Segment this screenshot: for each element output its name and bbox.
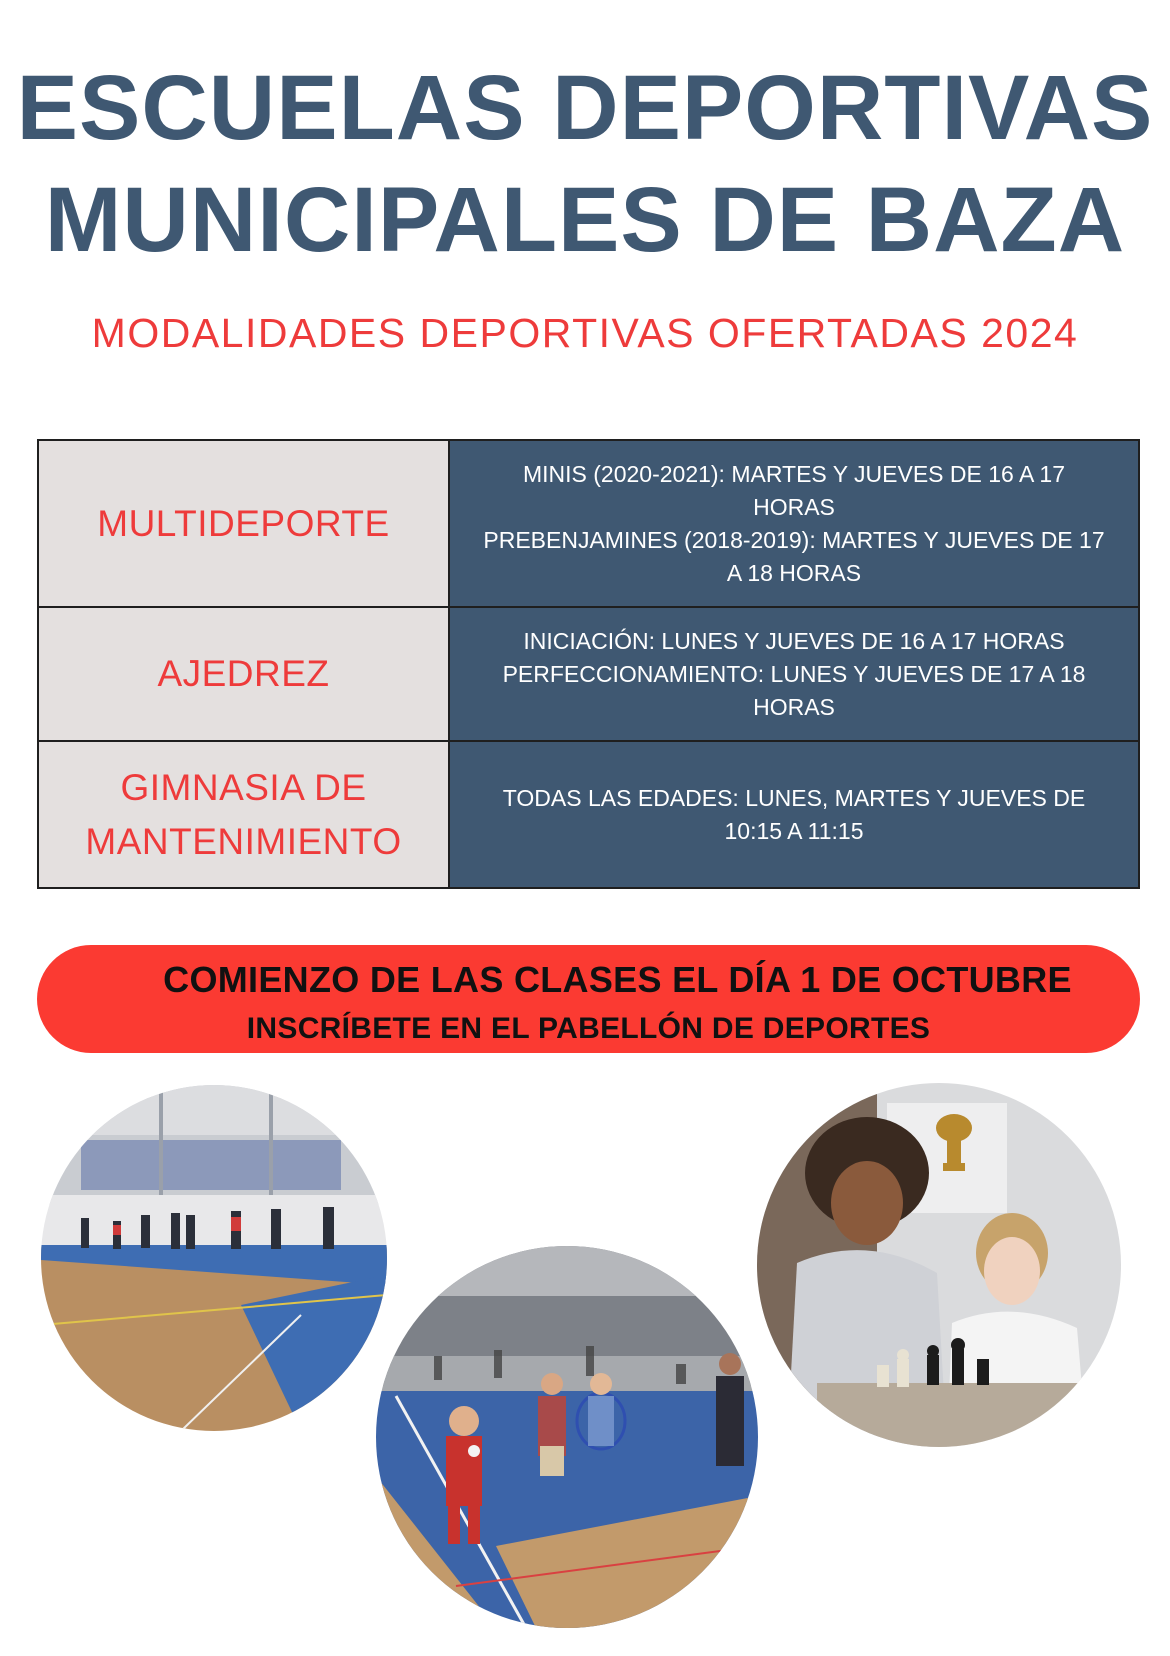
schedule-times-cell [449, 440, 1139, 607]
schedule-line: TODAS LAS EDADES: LUNES, MARTES Y JUEVES DE [502, 784, 1086, 811]
title-line-2: MUNICIPALES DE BAZA [44, 169, 1126, 271]
sport-name: AJEDREZ [157, 653, 330, 694]
title-line-1: ESCUELAS DEPORTIVAS [16, 57, 1154, 159]
schedule-line: A 18 HORAS [726, 559, 862, 586]
banner-registration: INSCRÍBETE EN EL PABELLÓN DE DEPORTES [246, 1012, 931, 1045]
table-row [38, 741, 1139, 888]
sport-name: MANTENIMIENTO [85, 820, 402, 862]
start-date-banner [37, 945, 1140, 1053]
schedule-line: INICIACIÓN: LUNES Y JUEVES DE 16 A 17 HORAS [523, 627, 1065, 654]
schedule-line: PREBENJAMINES (2018-2019): MARTES Y JUEVES DE 17 [483, 526, 1105, 553]
schedule-times-cell [449, 741, 1139, 888]
schedule-line: PERFECCIONAMIENTO: LUNES Y JUEVES DE 17 A 18 [502, 660, 1086, 687]
schedule-line: HORAS [753, 493, 835, 520]
table-row [38, 607, 1139, 741]
schedule-line: MINIS (2020-2021): MARTES Y JUEVES DE 16 A 17 [522, 460, 1066, 487]
kids-multisport-photo [376, 1246, 758, 1628]
schedule-table [37, 439, 1140, 889]
sport-name-cell [38, 440, 449, 607]
banner-start-date: COMIENZO DE LAS CLASES EL DÍA 1 DE OCTUBRE [163, 959, 1072, 1000]
schedule-line: HORAS [753, 693, 835, 720]
sport-name: GIMNASIA DE [120, 766, 367, 808]
sport-name-cell [38, 607, 449, 741]
schedule-times-cell [449, 607, 1139, 741]
page-subtitle: MODALIDADES DEPORTIVAS OFERTADAS 2024 [91, 310, 1079, 356]
schedule-line: 10:15 A 11:15 [724, 817, 864, 844]
sport-name-cell [38, 741, 449, 888]
chess-photo [757, 1083, 1121, 1447]
table-row [38, 440, 1139, 607]
sport-name: MULTIDEPORTE [97, 502, 390, 544]
page-title [0, 52, 1170, 276]
gym-class-photo [41, 1085, 387, 1431]
